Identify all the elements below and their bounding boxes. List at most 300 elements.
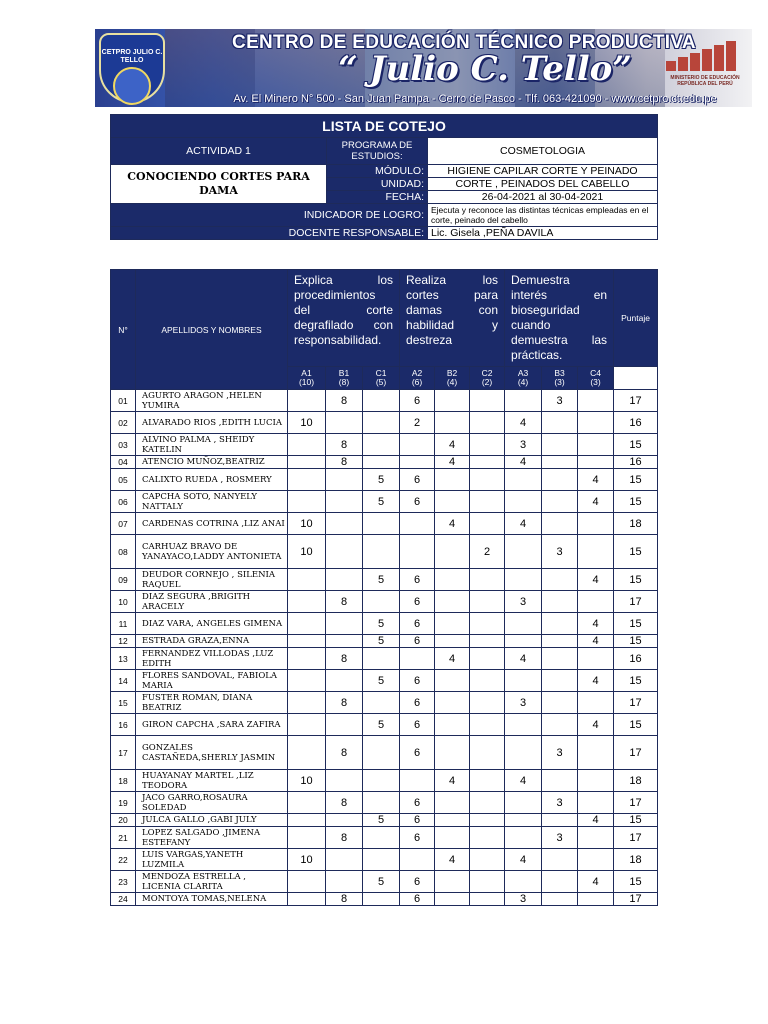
score-cell: [578, 770, 614, 792]
score-cell: [505, 871, 542, 893]
score-cell: [578, 692, 614, 714]
score-cell: [542, 434, 578, 456]
criteria-code-cell: [435, 367, 470, 390]
score-cell: [326, 469, 363, 491]
score-cell: [326, 871, 363, 893]
score-cell: 3: [505, 893, 542, 906]
score-cell: [400, 535, 435, 569]
score-cell: [326, 491, 363, 513]
score-cell: [578, 648, 614, 670]
student-name: ATENCIO MUÑOZ,BEATRIZ: [136, 456, 288, 469]
score-cell: 5: [363, 871, 400, 893]
score-cell: 10: [288, 770, 326, 792]
score-cell: [505, 535, 542, 569]
score-cell: [435, 871, 470, 893]
score-cell: 8: [326, 893, 363, 906]
total-score: 15: [614, 535, 658, 569]
student-name: DIAZ VARA, ANGELES GIMENA: [136, 613, 288, 635]
score-cell: [288, 469, 326, 491]
score-cell: [326, 814, 363, 827]
table-row: [111, 871, 658, 893]
student-name: FUSTER ROMAN, DIANA BEATRIZ: [136, 692, 288, 714]
row-number: 10: [111, 591, 136, 613]
total-score: 15: [614, 714, 658, 736]
student-name: AGURTO ARAGON ,HELEN YUMIRA: [136, 390, 288, 412]
student-name: JULCA GALLO ,GABI JULY: [136, 814, 288, 827]
score-cell: [363, 827, 400, 849]
score-cell: [435, 412, 470, 434]
score-cell: [542, 569, 578, 591]
score-cell: [505, 670, 542, 692]
criteria-points: (5): [375, 377, 387, 387]
score-cell: [363, 692, 400, 714]
score-cell: [578, 591, 614, 613]
score-cell: [435, 736, 470, 770]
score-cell: [578, 792, 614, 814]
score-cell: 4: [435, 770, 470, 792]
score-cell: [578, 849, 614, 871]
total-score: 15: [614, 871, 658, 893]
criteria-code-cell: [326, 367, 363, 390]
score-cell: [542, 513, 578, 535]
score-cell: [542, 613, 578, 635]
score-cell: 4: [505, 513, 542, 535]
total-score: 15: [614, 670, 658, 692]
score-cell: [505, 469, 542, 491]
row-number: 18: [111, 770, 136, 792]
score-cell: 5: [363, 635, 400, 648]
score-cell: 10: [288, 535, 326, 569]
table-row: [111, 635, 658, 648]
student-name: MONTOYA TOMAS,NELENA: [136, 893, 288, 906]
score-cell: [470, 792, 505, 814]
table-row: [111, 513, 658, 535]
score-cell: 3: [505, 434, 542, 456]
score-cell: [578, 513, 614, 535]
page-title: LISTA DE COTEJO: [111, 115, 658, 138]
score-cell: [363, 390, 400, 412]
student-name: GONZALES CASTAÑEDA,SHERLY JASMIN: [136, 736, 288, 770]
score-cell: 4: [505, 412, 542, 434]
score-cell: 3: [542, 390, 578, 412]
score-cell: [470, 827, 505, 849]
table-row: [111, 613, 658, 635]
score-cell: 6: [400, 591, 435, 613]
score-cell: 2: [470, 535, 505, 569]
row-number: 24: [111, 893, 136, 906]
indicador-label: INDICADOR DE LOGRO:: [111, 204, 428, 227]
score-cell: [363, 792, 400, 814]
score-cell: [363, 513, 400, 535]
student-name: DIAZ SEGURA ,BRIGITH ARACELY: [136, 591, 288, 613]
total-score: 16: [614, 648, 658, 670]
score-cell: [326, 412, 363, 434]
score-cell: 6: [400, 736, 435, 770]
criteria-points: (4): [517, 377, 529, 387]
student-name: CAPCHA SOTO, NANYELY NATTALY: [136, 491, 288, 513]
table-row: [111, 648, 658, 670]
score-cell: [435, 491, 470, 513]
programa-label: PROGRAMA DE ESTUDIOS:: [327, 138, 428, 165]
score-cell: 5: [363, 569, 400, 591]
row-number: 15: [111, 692, 136, 714]
row-number: 02: [111, 412, 136, 434]
score-cell: 6: [400, 792, 435, 814]
score-cell: 8: [326, 827, 363, 849]
score-cell: [435, 827, 470, 849]
score-cell: [578, 893, 614, 906]
table-row: [111, 491, 658, 513]
score-cell: 4: [435, 849, 470, 871]
score-cell: [363, 456, 400, 469]
score-cell: [578, 434, 614, 456]
score-cell: [470, 670, 505, 692]
ministry-label: MINISTERIO DE EDUCACIÓN REPÚBLICA DEL PERÚ: [670, 75, 740, 87]
score-cell: 4: [578, 714, 614, 736]
score-cell: 3: [505, 692, 542, 714]
row-number: 22: [111, 849, 136, 871]
score-cell: 6: [400, 613, 435, 635]
actividad-label: ACTIVIDAD 1: [111, 138, 327, 165]
score-cell: [470, 635, 505, 648]
score-cell: [288, 613, 326, 635]
table-row: [111, 849, 658, 871]
row-number: 17: [111, 736, 136, 770]
score-cell: [326, 670, 363, 692]
score-cell: [542, 491, 578, 513]
row-number: 21: [111, 827, 136, 849]
score-cell: 4: [505, 849, 542, 871]
criteria-code: B1: [338, 368, 350, 378]
student-name: FLORES SANDOVAL, FABIOLA MARIA: [136, 670, 288, 692]
student-name: CALIXTO RUEDA , ROSMERY: [136, 469, 288, 491]
score-cell: [363, 648, 400, 670]
table-row: [111, 434, 658, 456]
score-cell: [542, 692, 578, 714]
score-cell: [542, 456, 578, 469]
total-score: 18: [614, 849, 658, 871]
criteria-code-cell: [288, 367, 326, 390]
score-cell: 5: [363, 814, 400, 827]
row-number: 06: [111, 491, 136, 513]
score-cell: 8: [326, 456, 363, 469]
table-row: [111, 670, 658, 692]
criteria-points: (3): [554, 377, 565, 387]
row-number: 23: [111, 871, 136, 893]
total-score: 15: [614, 469, 658, 491]
criterion-2: Realiza los cortes para damas con habilidad y destreza: [400, 270, 505, 367]
criteria-points: (8): [338, 377, 350, 387]
score-cell: [288, 871, 326, 893]
total-score: 15: [614, 569, 658, 591]
score-cell: 3: [505, 591, 542, 613]
criterion-1: Explica los procedimientos del corte degrafilado con responsabilidad.: [288, 270, 400, 367]
score-cell: [542, 849, 578, 871]
score-cell: [400, 456, 435, 469]
activity-header-table: [110, 114, 658, 240]
score-cell: [542, 635, 578, 648]
programa-value: COSMETOLOGIA: [428, 138, 658, 165]
score-cell: [470, 770, 505, 792]
row-number: 05: [111, 469, 136, 491]
score-cell: [505, 714, 542, 736]
score-cell: 4: [578, 814, 614, 827]
score-cell: 2: [400, 412, 435, 434]
table-row: [111, 814, 658, 827]
institution-name: “ Julio C. Tello”: [338, 49, 632, 89]
score-cell: [470, 849, 505, 871]
score-cell: 4: [505, 770, 542, 792]
score-cell: [363, 535, 400, 569]
score-cell: [400, 513, 435, 535]
criteria-points: (10): [298, 377, 315, 387]
criteria-code: A2: [411, 368, 423, 378]
score-cell: [505, 827, 542, 849]
score-cell: [326, 770, 363, 792]
crest-ring: [113, 67, 151, 105]
score-cell: [435, 714, 470, 736]
score-cell: [400, 770, 435, 792]
score-cell: 4: [435, 434, 470, 456]
student-name: LUIS VARGAS,YANETH LUZMILA: [136, 849, 288, 871]
row-number: 08: [111, 535, 136, 569]
actividad-name: CONOCIENDO CORTES PARA DAMA: [111, 165, 327, 204]
score-cell: [435, 692, 470, 714]
criteria-points: (2): [481, 377, 493, 387]
row-number: 03: [111, 434, 136, 456]
student-name: FERNANDEZ VILLODAS ,LUZ EDITH: [136, 648, 288, 670]
score-cell: [542, 770, 578, 792]
score-cell: [578, 412, 614, 434]
criteria-code-cell: [542, 367, 578, 390]
score-cell: 8: [326, 792, 363, 814]
total-score: 17: [614, 692, 658, 714]
score-cell: 6: [400, 390, 435, 412]
student-name: GIRON CAPCHA ,SARA ZAFIRA: [136, 714, 288, 736]
total-score: 17: [614, 591, 658, 613]
score-cell: [288, 893, 326, 906]
score-cell: [470, 513, 505, 535]
total-score: 15: [614, 491, 658, 513]
score-cell: 5: [363, 714, 400, 736]
score-header-spacer: [614, 367, 658, 390]
score-cell: [578, 456, 614, 469]
score-cell: 6: [400, 692, 435, 714]
total-score: 17: [614, 736, 658, 770]
table-row: [111, 569, 658, 591]
table-row: [111, 792, 658, 814]
score-cell: [470, 648, 505, 670]
row-number: 16: [111, 714, 136, 736]
score-cell: [363, 770, 400, 792]
score-cell: [435, 591, 470, 613]
score-cell: 4: [578, 613, 614, 635]
unidad-value: CORTE , PEINADOS DEL CABELLO: [428, 178, 658, 191]
score-cell: [288, 792, 326, 814]
score-cell: 3: [542, 736, 578, 770]
score-cell: [326, 714, 363, 736]
score-cell: 4: [578, 871, 614, 893]
score-cell: [288, 390, 326, 412]
score-cell: [505, 491, 542, 513]
score-cell: [435, 792, 470, 814]
row-number: 01: [111, 390, 136, 412]
row-number: 04: [111, 456, 136, 469]
score-cell: [470, 434, 505, 456]
col-header-number: N°: [111, 270, 136, 390]
docente-label: DOCENTE RESPONSABLE:: [111, 227, 428, 240]
score-cell: 3: [542, 827, 578, 849]
score-cell: [363, 849, 400, 871]
score-cell: [288, 814, 326, 827]
student-name: LOPEZ SALGADO ,JIMENA ESTEFANY: [136, 827, 288, 849]
score-cell: [363, 434, 400, 456]
score-cell: 6: [400, 871, 435, 893]
score-cell: [470, 613, 505, 635]
crest-text: CETPRO JULIO C. TELLO: [101, 49, 163, 64]
row-number: 20: [111, 814, 136, 827]
score-cell: [470, 692, 505, 714]
score-cell: [542, 814, 578, 827]
score-cell: [542, 469, 578, 491]
total-score: 15: [614, 814, 658, 827]
student-name: DEUDOR CORNEJO , SILENIA RAQUEL: [136, 569, 288, 591]
checklist-table: [110, 269, 658, 906]
total-score: 15: [614, 434, 658, 456]
score-cell: [400, 849, 435, 871]
criteria-points: (4): [446, 377, 458, 387]
score-cell: 10: [288, 513, 326, 535]
score-cell: 5: [363, 670, 400, 692]
row-number: 07: [111, 513, 136, 535]
student-name: HUAYANAY MARTEL ,LIZ TEODORA: [136, 770, 288, 792]
docente-value: Lic. Gisela ,PEÑA DAVILA: [428, 227, 658, 240]
institution-address: Av. El Minero N° 500 - San Juan Pampa - Cerro de Pasco - Tlf. 063-421090 - www.cetpro.ct.edu.pe: [233, 93, 717, 105]
table-row: [111, 535, 658, 569]
score-cell: 5: [363, 469, 400, 491]
criteria-points: (6): [411, 377, 423, 387]
score-cell: 4: [505, 456, 542, 469]
score-cell: [435, 569, 470, 591]
score-cell: [435, 390, 470, 412]
score-cell: [470, 871, 505, 893]
fecha-value: 26-04-2021 al 30-04-2021: [428, 191, 658, 204]
score-cell: [542, 714, 578, 736]
criteria-code: C4: [590, 368, 601, 378]
criteria-code: C2: [481, 368, 493, 378]
table-row: [111, 390, 658, 412]
total-score: 17: [614, 390, 658, 412]
institution-title: CENTRO DE EDUCACIÓN TÉCNICO PRODUCTIVA: [232, 32, 696, 53]
score-cell: [288, 736, 326, 770]
score-cell: [542, 591, 578, 613]
score-cell: 6: [400, 670, 435, 692]
score-cell: [578, 827, 614, 849]
score-cell: 6: [400, 469, 435, 491]
institution-banner: [95, 29, 752, 107]
score-cell: [505, 814, 542, 827]
criteria-code: A1: [301, 368, 312, 378]
table-row: [111, 827, 658, 849]
score-cell: 10: [288, 412, 326, 434]
row-number: 19: [111, 792, 136, 814]
student-name: CARHUAZ BRAVO DE YANAYACO,LADDY ANTONIETA: [136, 535, 288, 569]
score-cell: [435, 469, 470, 491]
score-cell: [326, 535, 363, 569]
score-cell: [542, 871, 578, 893]
score-cell: 3: [542, 535, 578, 569]
score-cell: [505, 736, 542, 770]
score-cell: [363, 736, 400, 770]
score-cell: [542, 893, 578, 906]
table-row: [111, 770, 658, 792]
score-cell: [435, 670, 470, 692]
score-cell: 8: [326, 390, 363, 412]
score-cell: 6: [400, 569, 435, 591]
modulo-value: HIGIENE CAPILAR CORTE Y PEINADO: [428, 165, 658, 178]
score-cell: [288, 569, 326, 591]
score-cell: 4: [578, 635, 614, 648]
score-cell: 8: [326, 591, 363, 613]
row-number: 11: [111, 613, 136, 635]
score-cell: 6: [400, 635, 435, 648]
score-cell: [470, 591, 505, 613]
criteria-code-cell: [578, 367, 614, 390]
criteria-code: C1: [375, 368, 387, 378]
score-cell: 6: [400, 827, 435, 849]
score-cell: [288, 491, 326, 513]
modulo-label: MÓDULO:: [327, 165, 428, 178]
score-cell: [288, 434, 326, 456]
score-cell: [470, 569, 505, 591]
score-cell: 6: [400, 714, 435, 736]
score-cell: [505, 390, 542, 412]
score-cell: [470, 714, 505, 736]
unidad-label: UNIDAD:: [327, 178, 428, 191]
score-cell: [326, 513, 363, 535]
score-cell: [288, 714, 326, 736]
score-cell: [505, 613, 542, 635]
col-header-names: APELLIDOS Y NOMBRES: [136, 270, 288, 390]
criteria-code: B3: [554, 368, 565, 378]
student-name: JACO GARRO,ROSAURA SOLEDAD: [136, 792, 288, 814]
criterion-3: Demuestra interés en bioseguridad cuando demuestra las prácticas.: [505, 270, 614, 367]
score-cell: [505, 635, 542, 648]
score-cell: [326, 613, 363, 635]
student-name: CARDENAS COTRINA ,LIZ ANAI: [136, 513, 288, 535]
score-cell: 4: [435, 456, 470, 469]
score-cell: 8: [326, 434, 363, 456]
criteria-code-cell: [470, 367, 505, 390]
row-number: 14: [111, 670, 136, 692]
score-cell: [288, 827, 326, 849]
score-cell: [578, 736, 614, 770]
score-cell: 6: [400, 814, 435, 827]
score-cell: 4: [505, 648, 542, 670]
score-cell: [578, 535, 614, 569]
score-cell: 10: [288, 849, 326, 871]
score-cell: [435, 613, 470, 635]
total-score: 18: [614, 770, 658, 792]
score-cell: 6: [400, 893, 435, 906]
score-cell: [363, 893, 400, 906]
institution-crest-icon: [99, 33, 165, 103]
score-cell: [363, 591, 400, 613]
total-score: 18: [614, 513, 658, 535]
score-cell: [288, 692, 326, 714]
score-cell: 4: [578, 491, 614, 513]
score-cell: [400, 434, 435, 456]
